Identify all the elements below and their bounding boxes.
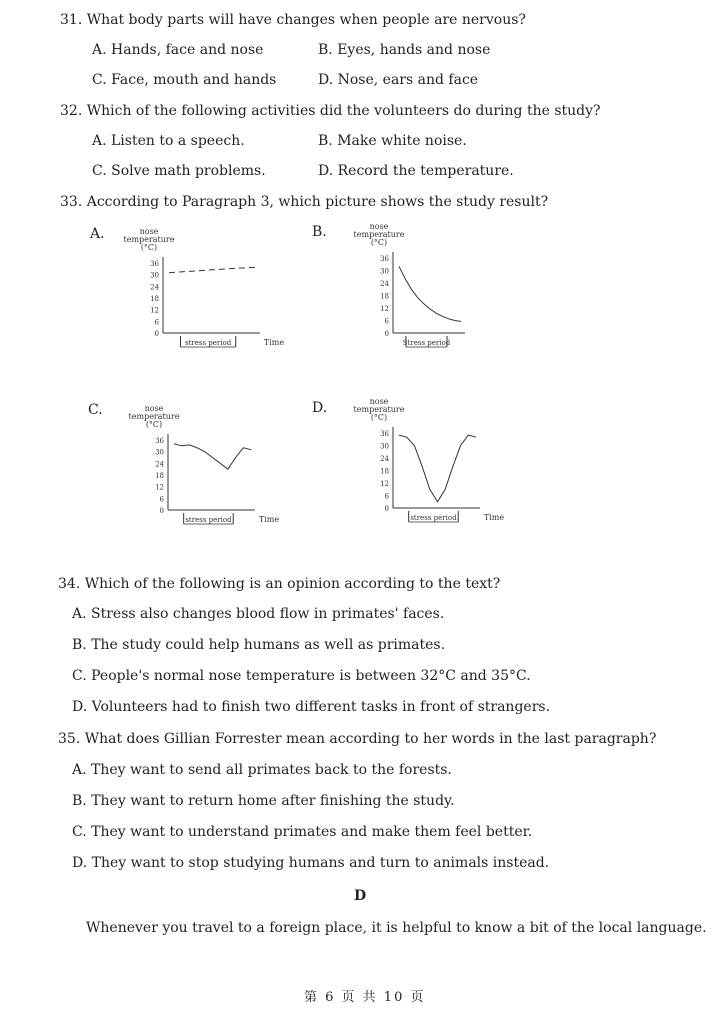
ylabel-line-2: temperature — [353, 230, 405, 239]
ylabel-line-2: temperature — [123, 235, 175, 244]
y-tick-label: 12 — [380, 305, 389, 313]
ylabel-line-1: nose — [139, 227, 159, 236]
y-tick-label: 0 — [154, 330, 159, 338]
ylabel-line-1: nose — [144, 404, 164, 413]
option-b-letter: B. — [312, 224, 327, 240]
ylabel-line-3: (°C) — [370, 413, 388, 422]
q35-option-d: D. They want to stop studying humans and turn to animals instead. — [72, 855, 550, 871]
ylabel-line-1: nose — [369, 222, 389, 231]
y-tick-label: 6 — [384, 317, 389, 326]
q31-option-d: D. Nose, ears and face — [318, 72, 479, 88]
q31-option-b: B. Eyes, hands and nose — [318, 42, 491, 58]
q34-option-b: B. The study could help humans as well as primates. — [72, 637, 446, 653]
y-tick-label: 6 — [384, 492, 389, 501]
x-axis-label: Time — [263, 338, 285, 347]
y-tick-label: 18 — [150, 295, 159, 303]
q31-stem: 31. What body parts will have changes when people are nervous? — [60, 12, 526, 28]
data-line — [174, 444, 251, 469]
q31-option-a: A. Hands, face and nose — [92, 42, 264, 58]
y-tick-label: 36 — [380, 430, 389, 438]
data-line — [169, 267, 256, 272]
q32-option-d: D. Record the temperature. — [318, 163, 514, 179]
page-footer: 第 6 页 共 10 页 — [304, 990, 426, 1005]
period-label: stress period — [410, 514, 457, 522]
x-axis-label: Time — [483, 513, 505, 522]
option-a-letter: A. — [90, 226, 105, 242]
section-heading: D — [354, 888, 367, 904]
y-tick-label: 18 — [380, 292, 389, 301]
period-label: stress period — [185, 516, 232, 524]
ylabel-line-2: temperature — [353, 405, 405, 414]
ylabel-line-3: (°C) — [140, 243, 158, 252]
chart-a — [115, 225, 290, 355]
y-tick-label: 18 — [155, 472, 164, 480]
q32-option-a: A. Listen to a speech. — [92, 133, 245, 149]
y-tick-label: 12 — [380, 480, 389, 488]
chart-d — [345, 395, 510, 530]
q35-option-c: C. They want to understand primates and make them feel better. — [72, 824, 533, 840]
q32-option-c: C. Solve math problems. — [92, 163, 266, 179]
ylabel-line-3: (°C) — [370, 238, 388, 247]
chart-b — [345, 220, 495, 355]
y-tick-label: 6 — [154, 318, 159, 327]
x-axis-label: Time — [258, 515, 280, 524]
y-tick-label: 0 — [384, 330, 389, 338]
y-tick-label: 12 — [150, 306, 159, 315]
q33-stem: 33. According to Paragraph 3, which picture shows the study result? — [60, 194, 549, 210]
y-tick-label: 36 — [150, 260, 159, 268]
y-tick-label: 24 — [150, 283, 159, 292]
option-d-letter: D. — [312, 400, 328, 416]
ylabel-line-3: (°C) — [145, 420, 163, 429]
q34-stem: 34. Which of the following is an opinion according to the text? — [58, 576, 501, 592]
y-tick-label: 30 — [150, 271, 159, 280]
option-c-letter: C. — [88, 402, 103, 418]
y-tick-label: 0 — [159, 507, 164, 515]
q35-option-b: B. They want to return home after finishing the study. — [72, 793, 455, 809]
y-tick-label: 30 — [380, 442, 389, 451]
y-tick-label: 30 — [380, 267, 389, 276]
data-line — [399, 266, 461, 321]
q35-stem: 35. What does Gillian Forrester mean according to her words in the last paragraph? — [58, 731, 657, 747]
y-tick-label: 36 — [155, 437, 164, 445]
data-line — [399, 435, 476, 502]
y-tick-label: 30 — [155, 448, 164, 457]
q34-option-c: C. People's normal nose temperature is between 32°C and 35°C. — [72, 668, 531, 684]
q31-option-c: C. Face, mouth and hands — [92, 72, 277, 88]
q34-option-d: D. Volunteers had to finish two different tasks in front of strangers. — [72, 699, 551, 715]
q34-option-a: A. Stress also changes blood flow in primates' faces. — [72, 606, 445, 622]
y-tick-label: 18 — [380, 467, 389, 476]
period-label: Stress period — [402, 339, 451, 347]
ylabel-line-1: nose — [369, 397, 389, 406]
y-tick-label: 24 — [155, 460, 164, 469]
q32-stem: 32. Which of the following activities did the volunteers do during the study? — [60, 103, 601, 119]
passage-first-line: Whenever you travel to a foreign place, it is helpful to know a bit of the local language. — [86, 920, 707, 936]
chart-c — [120, 402, 285, 532]
y-tick-label: 12 — [155, 483, 164, 492]
ylabel-line-2: temperature — [128, 412, 180, 421]
y-tick-label: 0 — [384, 505, 389, 513]
q32-option-b: B. Make white noise. — [318, 133, 467, 149]
y-tick-label: 36 — [380, 255, 389, 263]
y-tick-label: 6 — [159, 495, 164, 504]
period-label: stress period — [184, 339, 232, 347]
q35-option-a: A. They want to send all primates back to the forests. — [72, 762, 452, 778]
y-tick-label: 24 — [380, 280, 389, 288]
y-tick-label: 24 — [380, 455, 389, 463]
